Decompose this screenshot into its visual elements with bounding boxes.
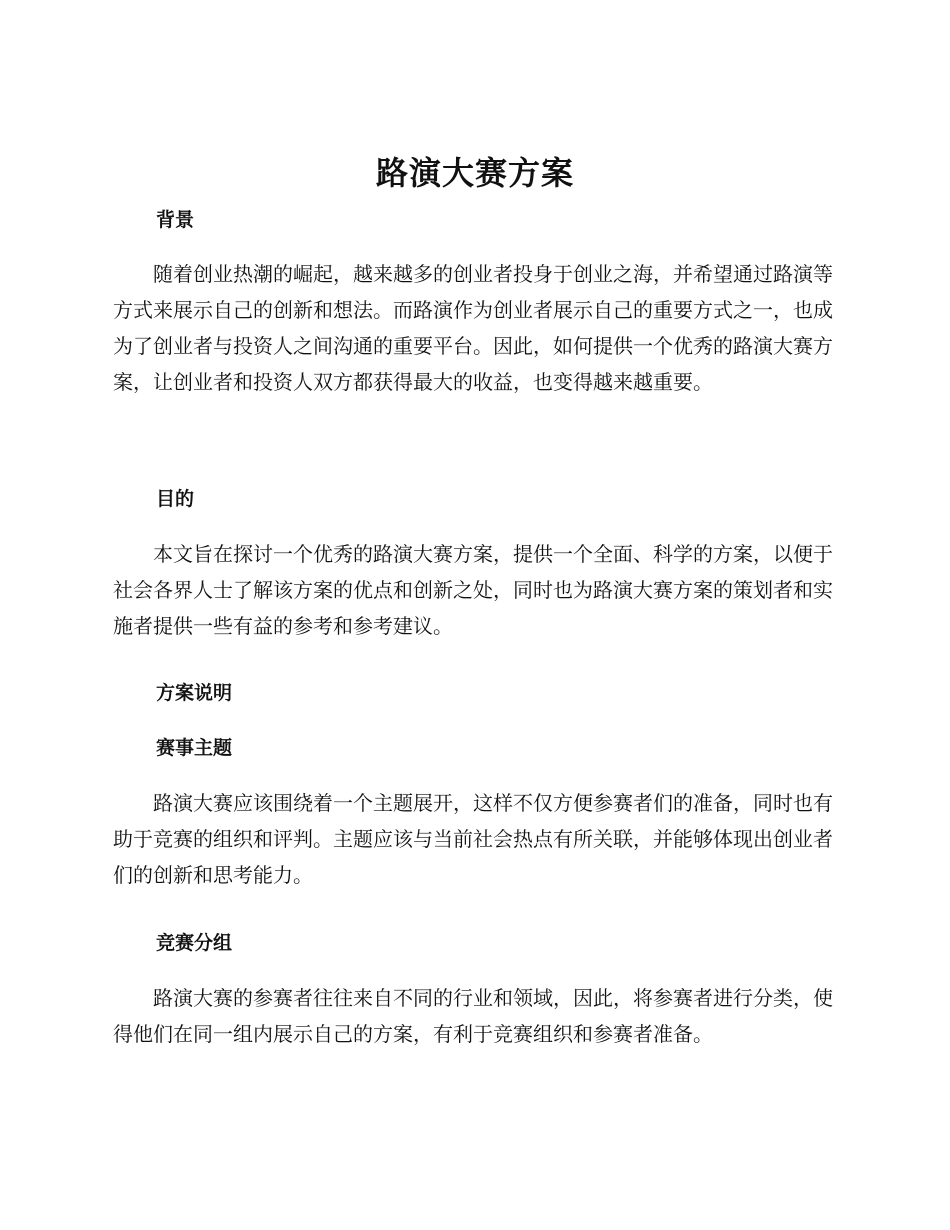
section-paragraph-purpose: 本文旨在探讨一个优秀的路演大赛方案，提供一个全面、科学的方案，以便于社会各界人士了解该方案的优点和创新之处，同时也为路演大赛方案的策划者和实施者提供一些有益的参考和参考建议。	[113, 542, 833, 638]
section-heading-purpose: 目的	[156, 488, 195, 510]
section-paragraph-theme: 路演大赛应该围绕着一个主题展开，这样不仅方便参赛者们的准备，同时也有助于竞赛的组织和评判。主题应该与当前社会热点有所关联，并能够体现出创业者们的创新和思考能力。	[113, 791, 833, 887]
section-paragraph-background: 随着创业热潮的崛起，越来越多的创业者投身于创业之海，并希望通过路演等方式来展示自己的创新和想法。而路演作为创业者展示自己的重要方式之一，也成为了创业者与投资人之间沟通的重要平台。因此，如何提供一个优秀的路演大赛方案，让创业者和投资人双方都获得最大的收益，也变得越来越重要。	[113, 262, 833, 394]
section-heading-plan-description: 方案说明	[156, 682, 233, 704]
section-heading-theme: 赛事主题	[156, 737, 233, 759]
document-title: 路演大赛方案	[375, 154, 574, 192]
section-heading-grouping: 竞赛分组	[156, 932, 233, 954]
section-paragraph-grouping: 路演大赛的参赛者往往来自不同的行业和领域，因此，将参赛者进行分类，使得他们在同一组内展示自己的方案，有利于竞赛组织和参赛者准备。	[113, 986, 833, 1046]
section-heading-background: 背景	[156, 209, 195, 231]
